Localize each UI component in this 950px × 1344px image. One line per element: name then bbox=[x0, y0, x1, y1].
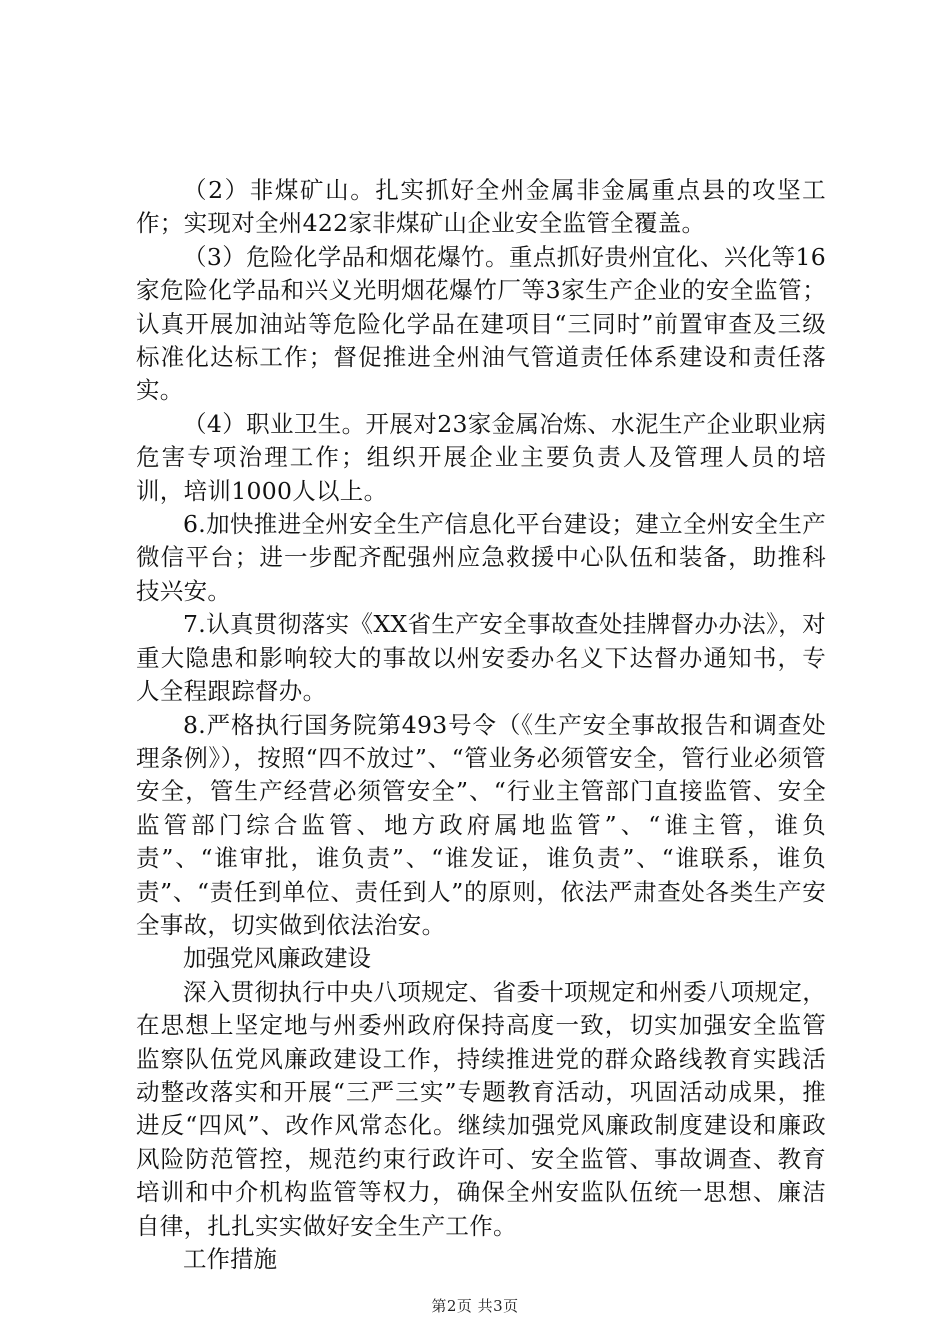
paragraph-integrity: 深入贯彻执行中央八项规定、省委十项规定和州委八项规定，在思想上坚定地与州委州政府保持高度一致，切实加强安全监管监察队伍党风廉政建设工作，持续推进党的群众路线教育实践活动整改落实和开展“三严三实”专题教育活动，巩固活动成果，推进反“四风”、改作风常态化。继续加强党风廉政制度建设和廉政风险防范管控，规范约束行政许可、安全监管、事故调查、教育培训和中介机构监管等权力，确保全州安监队伍统一思想、廉洁自律，扎扎实实做好安全生产工作。 bbox=[136, 977, 826, 1240]
paragraph-hazardous-chemicals: （3）危险化学品和烟花爆竹。重点抓好贵州宜化、兴化等16家危险化学品和兴义光明烟花爆竹厂等3家生产企业的安全监管；认真开展加油站等危险化学品在建项目“三同时”前置审查及三级标准化达标工作；督促推进全州油气管道责任体系建设和责任落实。 bbox=[136, 242, 826, 405]
section-heading-measures: 工作措施 bbox=[183, 1245, 277, 1273]
paragraph-non-coal-mines: （2）非煤矿山。扎实抓好全州金属非金属重点县的攻坚工作；实现对全州422家非煤矿山企业安全监管全覆盖。 bbox=[136, 176, 826, 238]
paragraph-item-8: 8.严格执行国务院第493号令（《生产安全事故报告和调查处理条例》），按照“四不放过”、“管业务必须管安全，管行业必须管安全，管生产经营必须管安全”、“行业主管部门直接监管、安全监管部门综合监管、地方政府属地监管”、“谁主管，谁负责”、“谁审批，谁负责”、“谁发证，谁负责”、“谁联系，谁负责”、“责任到单位、责任到人”的原则，依法严肃查处各类生产安全事故，切实做到依法治安。 bbox=[136, 710, 826, 939]
page-footer: 第2页 共3页 bbox=[431, 1297, 519, 1315]
document-body bbox=[136, 174, 826, 1276]
section-heading-integrity: 加强党风廉政建设 bbox=[183, 944, 371, 973]
paragraph-occupational-health: （4）职业卫生。开展对23家金属冶炼、水泥生产企业职业病危害专项治理工作；组织开展企业主要负责人及管理人员的培训，培训1000人以上。 bbox=[136, 409, 826, 505]
paragraph-item-7: 7.认真贯彻落实《XX省生产安全事故查处挂牌督办办法》，对重大隐患和影响较大的事故以州安委办名义下达督办通知书，专人全程跟踪督办。 bbox=[136, 610, 826, 706]
paragraph-item-6: 6.加快推进全州安全生产信息化平台建设；建立全州安全生产微信平台；进一步配齐配强州应急救援中心队伍和装备，助推科技兴安。 bbox=[136, 510, 826, 605]
